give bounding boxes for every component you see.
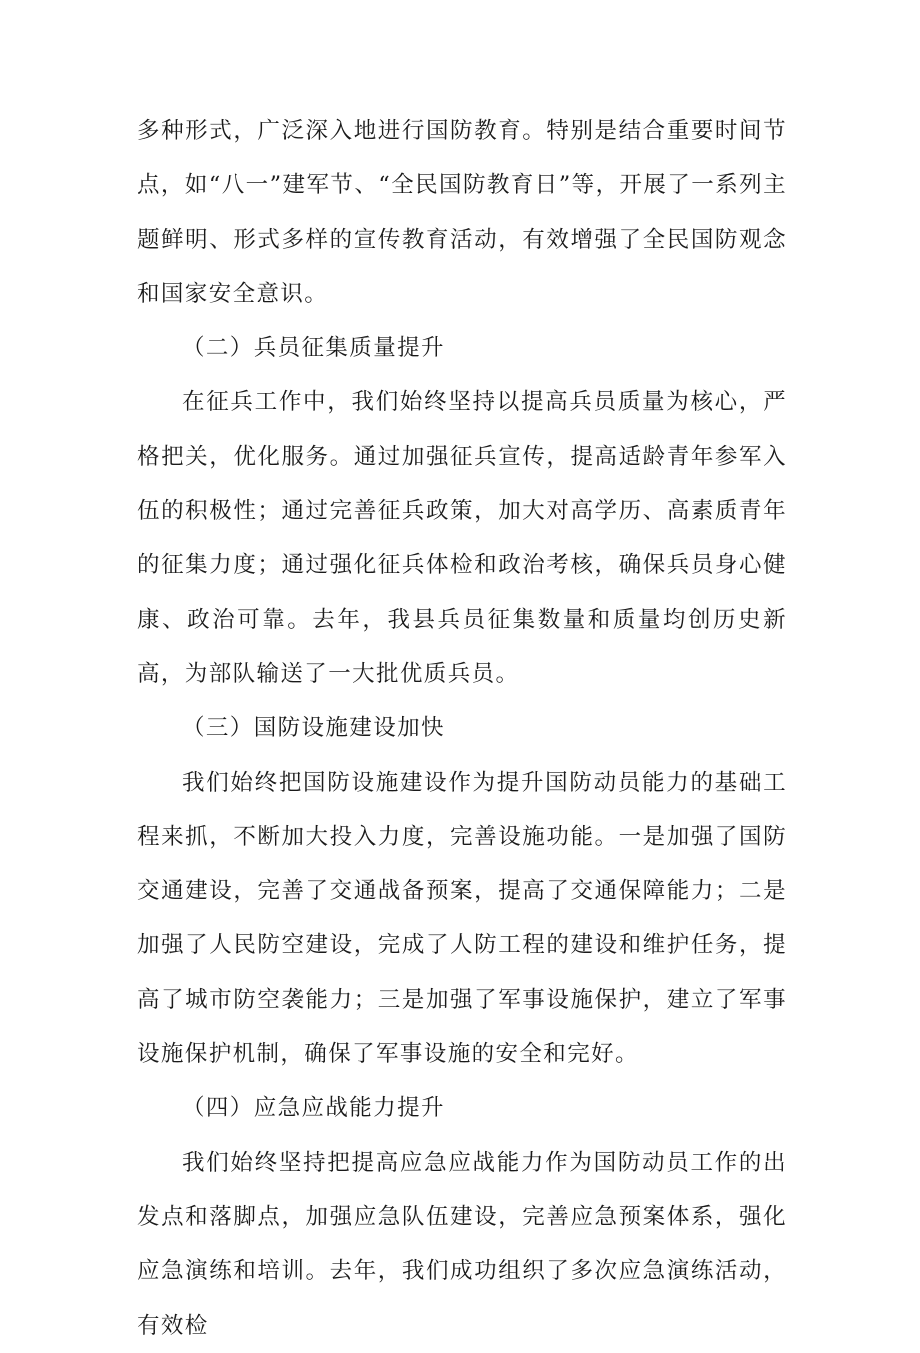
- paragraph-national-defense-education-continued: 多种形式，广泛深入地进行国防教育。特别是结合重要时间节点，如“八一”建军节、“全民国防教育日”等，开展了一系列主题鲜明、形式多样的宣传教育活动，有效增强了全民国防观念和国家安全意识。: [137, 118, 787, 307]
- paragraph-emergency-response: 我们始终坚持把提高应急应战能力作为国防动员工作的出发点和落脚点，加强应急队伍建设，完善应急预案体系，强化应急演练和培训。去年，我们成功组织了多次应急演练活动，有效检: [137, 1149, 787, 1339]
- section-heading-emergency-response: （四）应急应战能力提升: [182, 1095, 445, 1122]
- paragraph-defense-facilities: 我们始终把国防设施建设作为提升国防动员能力的基础工程来抓，不断加大投入力度，完善设施功能。一是加强了国防交通建设，完善了交通战备预案，提高了交通保障能力；二是加强了人民防空建设，完成了人防工程的建设和维护任务，提高了城市防空袭能力；三是加强了军事设施保护，建立了军事设施保护机制，确保了军事设施的安全和完好。: [137, 769, 787, 1068]
- section-heading-defense-facilities: （三）国防设施建设加快: [182, 715, 445, 742]
- document-body: [137, 104, 787, 1353]
- section-heading-recruitment-quality: （二）兵员征集质量提升: [182, 335, 445, 362]
- paragraph-recruitment-quality: 在征兵工作中，我们始终坚持以提高兵员质量为核心，严格把关，优化服务。通过加强征兵宣传，提高适龄青年参军入伍的积极性；通过完善征兵政策，加大对高学历、高素质青年的征集力度；通过强化征兵体检和政治考核，确保兵员身心健康、政治可靠。去年，我县兵员征集数量和质量均创历史新高，为部队输送了一大批优质兵员。: [137, 389, 787, 687]
